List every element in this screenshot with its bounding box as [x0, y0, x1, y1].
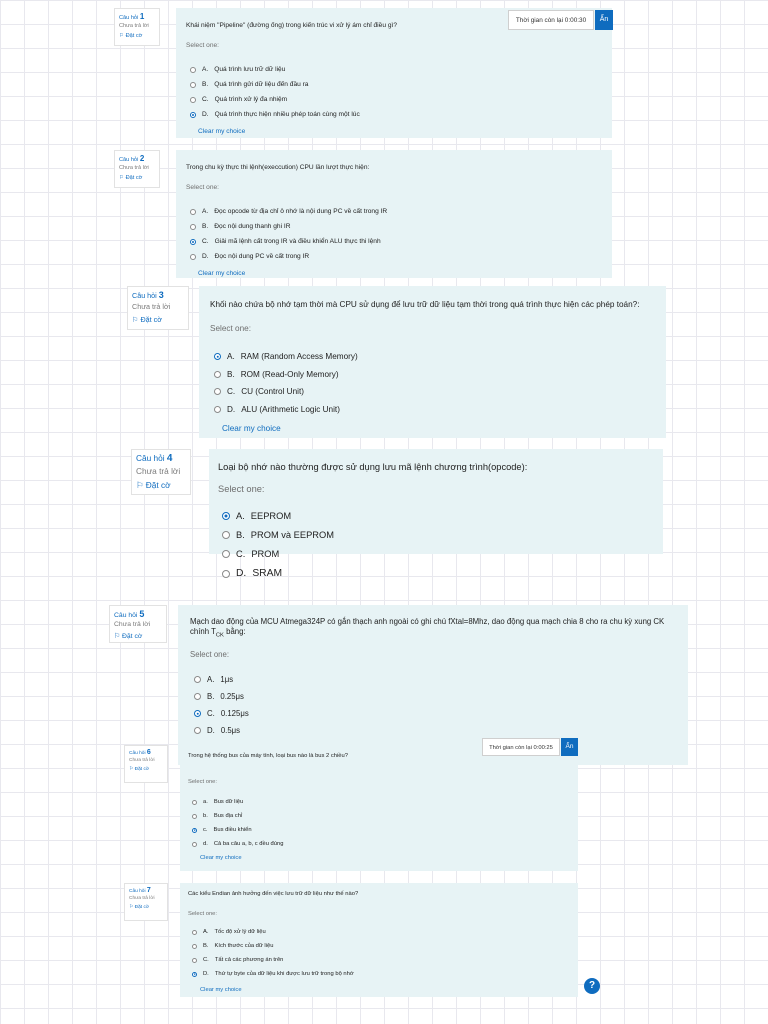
hide-timer-button[interactable]: Ẩn	[595, 10, 613, 30]
clear-choice-link[interactable]: Clear my choice	[200, 855, 242, 861]
radio-selected-icon[interactable]	[192, 972, 197, 977]
answer-option-a[interactable]	[222, 511, 291, 521]
answer-option-d[interactable]	[192, 971, 354, 977]
answer-option-c[interactable]	[194, 709, 249, 718]
answer-option-a[interactable]	[214, 352, 358, 361]
answer-status: Chưa trả lời	[119, 165, 149, 171]
radio-icon[interactable]	[214, 406, 221, 413]
answer-text: Giải mã lệnh cất trong IR và điều khiển ALU thực thi lệnh	[214, 238, 381, 245]
answer-option-a[interactable]	[190, 66, 285, 73]
radio-icon[interactable]	[222, 531, 230, 539]
question-text	[210, 300, 655, 311]
question-text	[190, 617, 676, 640]
answer-text: 0.25μs	[220, 692, 244, 701]
answer-letter: A.	[236, 511, 245, 521]
answer-option-b[interactable]	[194, 692, 244, 701]
select-one-label: Select one:	[190, 650, 230, 659]
radio-icon[interactable]	[222, 570, 230, 578]
question-info	[109, 605, 167, 643]
answer-text: Quá trình xử lý đa nhiệm	[214, 96, 288, 103]
radio-icon[interactable]	[192, 930, 197, 935]
question-text-main: Khái niệm "Pipeline" (đường ống) trong kiến trúc vi xử lý ám chỉ điều gì?	[186, 22, 397, 29]
question-number	[119, 154, 155, 163]
radio-icon[interactable]	[194, 727, 201, 734]
question-number	[119, 12, 155, 21]
question-text	[218, 461, 654, 473]
flag-question-button[interactable]	[132, 315, 184, 324]
flag-label: Đặt cờ	[125, 175, 143, 181]
question-number	[132, 290, 184, 300]
answer-letter: B.	[227, 369, 235, 379]
radio-selected-icon[interactable]	[190, 239, 196, 245]
answer-letter: B.	[207, 692, 215, 701]
answer-status: Chưa trả lời	[132, 302, 171, 311]
radio-icon[interactable]	[192, 800, 197, 805]
answer-letter: C.	[202, 238, 209, 245]
question-number-value: 1	[139, 12, 145, 21]
question-label: Câu hỏi	[132, 291, 157, 300]
answer-letter: D.	[202, 253, 209, 260]
answer-status: Chưa trả lời	[119, 23, 149, 29]
select-one-label: Select one:	[188, 911, 218, 917]
answer-letter: B.	[236, 530, 245, 540]
clear-choice-link[interactable]: Clear my choice	[222, 424, 281, 433]
radio-icon[interactable]	[190, 97, 196, 103]
radio-selected-icon[interactable]	[222, 512, 230, 520]
answer-option-c[interactable]	[192, 827, 252, 833]
answer-status: Chưa trả lời	[136, 466, 181, 476]
radio-icon[interactable]	[194, 693, 201, 700]
answer-text: Quá trình gửi dữ liệu đến đầu ra	[214, 81, 309, 88]
answer-letter: B.	[202, 223, 209, 230]
answer-option-b[interactable]	[190, 81, 308, 88]
radio-icon[interactable]	[192, 842, 197, 847]
question-number-value: 5	[139, 609, 145, 619]
answer-text: CU (Control Unit)	[241, 387, 304, 396]
answer-letter: A.	[202, 66, 209, 73]
answer-letter: c.	[203, 827, 208, 833]
flag-question-button[interactable]	[119, 175, 155, 181]
question-text-main: Trong hệ thống bus của máy tính, loại bus nào là bus 2 chiều?	[188, 753, 348, 759]
question-label: Câu hỏi	[119, 157, 139, 163]
answer-option-c[interactable]	[192, 957, 283, 963]
radio-selected-icon[interactable]	[214, 353, 221, 360]
answer-option-a[interactable]	[192, 929, 266, 935]
answer-option-b[interactable]	[190, 223, 290, 230]
answer-text: Kích thước của dữ liệu	[214, 943, 274, 949]
answer-text: Thứ tự byte của dữ liệu khi được lưu trữ trong bộ nhớ	[214, 971, 354, 977]
answer-status: Chưa trả lời	[129, 896, 155, 901]
radio-icon[interactable]	[214, 388, 221, 395]
answer-letter: A.	[202, 208, 209, 215]
flag-icon: ⚐	[114, 633, 122, 640]
radio-icon[interactable]	[190, 224, 196, 230]
answer-option-b[interactable]	[222, 530, 334, 540]
answer-letter: C.	[202, 96, 209, 103]
question-number-value: 4	[166, 453, 173, 464]
answer-text: Đọc opcode từ địa chỉ ô nhớ là nội dung PC về cất trong IR	[214, 208, 388, 215]
answer-status: Chưa trả lời	[129, 758, 155, 763]
answer-letter: D.	[227, 404, 236, 414]
answer-text: Đọc nội dung thanh ghi IR	[214, 223, 291, 230]
answer-text: RAM (Random Access Memory)	[240, 352, 358, 361]
radio-selected-icon[interactable]	[190, 112, 196, 118]
answer-letter: D.	[207, 726, 215, 735]
flag-icon: ⚐	[119, 175, 126, 181]
question-content	[180, 745, 578, 871]
answer-text: Đọc nội dung PC về cất trong IR	[214, 253, 310, 260]
answer-option-b[interactable]	[192, 943, 273, 949]
answer-text: 0.5μs	[220, 726, 241, 735]
answer-text: Quá trình lưu trữ dữ liệu	[214, 66, 286, 73]
question-info	[114, 150, 160, 188]
question-number-value: 3	[158, 290, 164, 300]
flag-question-button[interactable]	[136, 480, 186, 490]
question-label: Câu hỏi	[136, 453, 165, 463]
answer-option-c[interactable]	[222, 549, 279, 559]
flag-question-button[interactable]	[129, 905, 163, 910]
radio-icon[interactable]	[190, 209, 196, 215]
answer-text: ROM (Read-Only Memory)	[240, 369, 339, 379]
answer-letter: a.	[203, 799, 208, 805]
question-number	[129, 749, 163, 756]
question-number	[136, 453, 186, 464]
answer-option-a[interactable]	[194, 675, 233, 684]
radio-selected-icon[interactable]	[194, 710, 201, 717]
clear-choice-link[interactable]: Clear my choice	[198, 270, 246, 277]
question-info	[127, 286, 189, 330]
answer-option-d[interactable]	[190, 253, 309, 260]
clear-choice-link[interactable]: Clear my choice	[198, 128, 246, 135]
question-text-main: Trong chu kỳ thực thi lệnh(execcution) CPU lần lượt thực hiện:	[186, 164, 370, 171]
question-number-value: 7	[146, 887, 151, 894]
radio-icon[interactable]	[192, 958, 197, 963]
answer-letter: D.	[203, 971, 209, 977]
answer-option-c[interactable]	[214, 387, 304, 396]
question-content	[180, 883, 578, 997]
flag-icon: ⚐	[119, 33, 126, 39]
flag-question-button[interactable]	[119, 33, 155, 39]
answer-option-b[interactable]	[192, 813, 242, 819]
flag-label: Đặt cờ	[134, 767, 149, 772]
answer-option-a[interactable]	[192, 799, 243, 805]
question-label: Câu hỏi	[119, 15, 139, 21]
question-text-main: Loại bộ nhớ nào thường được sử dụng lưu mã lệnh chương trình(opcode):	[218, 462, 528, 472]
question-label: Câu hỏi	[129, 751, 146, 756]
question-text-main: Các kiểu Endian ảnh hưởng đến việc lưu trữ dữ liệu như thế nào?	[188, 891, 359, 897]
flag-icon: ⚐	[136, 480, 146, 490]
answer-letter: A.	[207, 675, 215, 684]
radio-selected-icon[interactable]	[192, 828, 197, 833]
question-text	[186, 164, 602, 173]
answer-letter: C.	[236, 549, 246, 559]
answer-option-d[interactable]	[190, 111, 360, 118]
time-remaining-display: Thời gian còn lại 0:00:30	[508, 10, 594, 30]
radio-icon[interactable]	[192, 944, 197, 949]
answer-option-d[interactable]	[222, 568, 282, 579]
radio-icon[interactable]	[190, 82, 196, 88]
select-one-label: Select one:	[186, 42, 219, 49]
flag-label: Đặt cờ	[134, 905, 149, 910]
question-number	[114, 609, 162, 619]
answer-option-d[interactable]	[214, 405, 340, 414]
answer-letter: B.	[203, 943, 209, 949]
radio-icon[interactable]	[190, 254, 196, 260]
answer-option-d[interactable]	[194, 726, 240, 735]
answer-text: PROM và EEPROM	[250, 530, 334, 540]
question-text-main: Mạch dao động của MCU Atmega324P có gắn thạch anh ngoài có ghi chú fXtal=8Mhz, dao động qua mạch chia 8 cho ra chu kỳ xung CK chính T	[190, 617, 665, 637]
select-one-label: Select one:	[218, 484, 265, 494]
select-one-label: Select one:	[210, 324, 251, 333]
answer-text: EEPROM	[250, 511, 292, 521]
question-label: Câu hỏi	[129, 889, 146, 894]
answer-text: Tốc độ xử lý dữ liệu	[214, 929, 266, 935]
flag-label: Đặt cờ	[145, 480, 171, 490]
question-info	[114, 8, 160, 46]
question-text-main: Khối nào chứa bộ nhớ tạm thời mà CPU sử dụng để lưu trữ dữ liệu tạm thời trong quá trình thực hiện các phép toán?:	[210, 300, 640, 309]
question-content	[199, 286, 666, 438]
flag-icon: ⚐	[129, 767, 135, 772]
answer-text: Bus địa chỉ	[213, 813, 243, 819]
question-label: Câu hỏi	[114, 612, 138, 619]
flag-label: Đặt cờ	[125, 33, 143, 39]
answer-text: Tất cả các phương án trên	[214, 957, 284, 963]
answer-text: ALU (Arithmetic Logic Unit)	[241, 404, 340, 414]
answer-letter: A.	[203, 929, 209, 935]
select-one-label: Select one:	[188, 779, 218, 785]
answer-letter: C.	[203, 957, 209, 963]
question-text-tail: bằng:	[223, 627, 246, 637]
answer-text: Cả ba câu a, b, c đều đúng	[213, 841, 284, 847]
answer-letter: B.	[202, 81, 209, 88]
question-number-value: 2	[139, 154, 145, 163]
time-remaining-display-2: Thời gian còn lại 0:00:25	[482, 738, 560, 756]
question-text	[188, 891, 570, 899]
answer-letter: D.	[202, 111, 209, 118]
flag-question-button[interactable]	[114, 632, 162, 640]
answer-text: SRAM	[252, 568, 283, 579]
answer-text: Bus dữ liệu	[213, 799, 244, 805]
answer-letter: d.	[203, 841, 208, 847]
question-content	[176, 150, 612, 278]
answer-text: 0.125μs	[220, 709, 249, 718]
answer-option-c[interactable]	[190, 238, 381, 245]
question-number-value: 6	[146, 749, 151, 756]
answer-option-a[interactable]	[190, 208, 387, 215]
question-text-subscript: CK	[215, 632, 224, 639]
answer-letter: C.	[227, 387, 236, 396]
radio-icon[interactable]	[190, 67, 196, 73]
flag-icon: ⚐	[129, 905, 135, 910]
question-number	[129, 887, 163, 894]
answer-letter: A.	[227, 352, 235, 361]
answer-text: PROM	[251, 549, 280, 559]
question-info	[131, 449, 191, 495]
answer-status: Chưa trả lời	[114, 621, 151, 628]
help-button[interactable]: ?	[584, 978, 600, 994]
flag-icon: ⚐	[132, 315, 141, 324]
flag-label: Đặt cờ	[121, 633, 143, 640]
answer-option-b[interactable]	[214, 370, 339, 379]
answer-letter: b.	[203, 813, 208, 819]
radio-icon[interactable]	[194, 676, 201, 683]
answer-option-c[interactable]	[190, 96, 287, 103]
flag-question-button[interactable]	[129, 767, 163, 772]
question-content	[178, 605, 688, 765]
answer-text: 1μs	[220, 675, 234, 684]
question-info	[124, 883, 168, 921]
question-content	[209, 449, 663, 579]
select-one-label: Select one:	[186, 184, 219, 191]
radio-icon[interactable]	[222, 550, 230, 558]
hide-timer-button-2[interactable]: Ẩn	[561, 738, 578, 756]
answer-letter: D.	[236, 568, 247, 579]
radio-icon[interactable]	[214, 371, 221, 378]
radio-icon[interactable]	[192, 814, 197, 819]
flag-label: Đặt cờ	[140, 315, 162, 324]
answer-letter: C.	[207, 709, 215, 718]
answer-text: Bus điều khiển	[213, 827, 252, 833]
question-info	[124, 745, 168, 783]
clear-choice-link[interactable]: Clear my choice	[200, 987, 242, 993]
answer-option-d[interactable]	[192, 841, 283, 847]
answer-text: Quá trình thực hiện nhiều phép toán cùng một lúc	[214, 111, 360, 118]
